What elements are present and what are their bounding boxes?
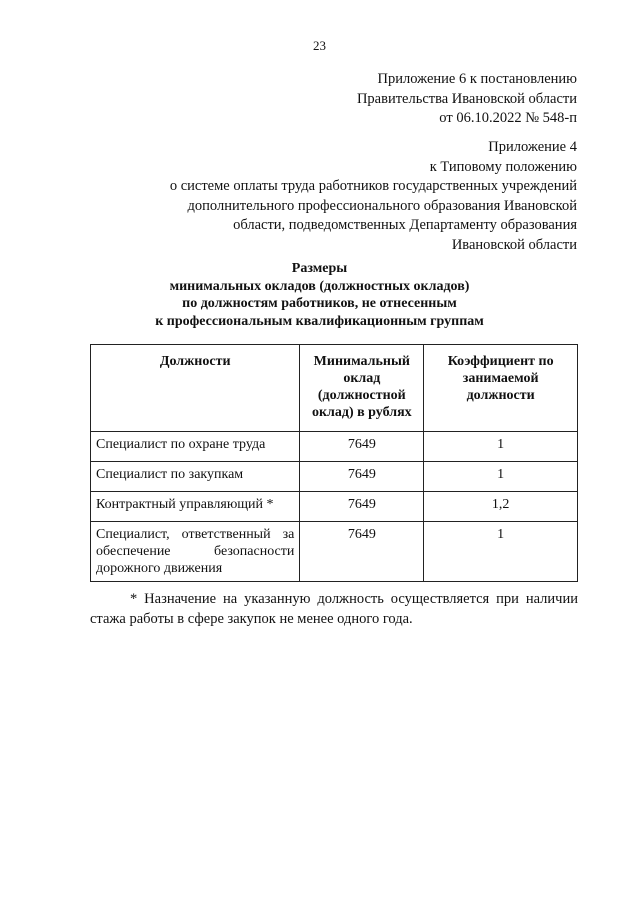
- cell-salary: 7649: [300, 432, 424, 462]
- annex-4-line: о системе оплаты труда работников государственных учреждений: [169, 178, 577, 194]
- annex-4-line: области, подведомственных Департаменту образования: [233, 217, 577, 233]
- annex-6-line: от 06.10.2022 № 548-п: [439, 110, 577, 126]
- annex-6-line: Правительства Ивановской области: [356, 90, 577, 107]
- title-line: минимальных окладов (должностных окладов): [169, 278, 470, 294]
- title-line: по должностям работников, не отнесенным: [182, 296, 457, 311]
- cell-position: Специалист по охране труда: [91, 432, 300, 462]
- cell-coefficient: 1: [424, 432, 578, 462]
- cell-position: Специалист по закупкам: [91, 462, 300, 492]
- table-row: [91, 492, 578, 522]
- annex-4-line: к Типовому положению: [429, 158, 577, 175]
- table-header-row: [91, 345, 578, 432]
- annex-4-reference: [170, 138, 577, 255]
- cell-salary: 7649: [300, 522, 424, 582]
- cell-coefficient: 1: [424, 462, 578, 492]
- cell-coefficient: 1: [424, 522, 578, 582]
- title-line: Размеры: [291, 261, 348, 276]
- cell-coefficient: 1,2: [424, 492, 578, 522]
- header-position: Должности: [91, 345, 300, 432]
- annex-6-line: Приложение 6 к постановлению: [377, 71, 577, 87]
- page-number: 23: [313, 38, 326, 53]
- footnote: * Назначение на указанную должность осуществляется при наличии стажа работы в сфере закупок не менее одного года.: [90, 591, 578, 627]
- salary-table: [90, 344, 578, 582]
- annex-4-line: дополнительного профессионального образования Ивановской: [187, 197, 577, 214]
- document-title: [0, 260, 639, 330]
- cell-position: Контрактный управляющий *: [91, 492, 300, 522]
- annex-4-line: Приложение 4: [488, 139, 577, 155]
- annex-6-reference: [357, 70, 577, 129]
- cell-salary: 7649: [300, 462, 424, 492]
- table-row: [91, 432, 578, 462]
- annex-4-line: Ивановской области: [451, 236, 577, 253]
- title-line: к профессиональным квалификационным группам: [155, 313, 484, 329]
- cell-salary: 7649: [300, 492, 424, 522]
- header-min-salary: Минимальный оклад (должностной оклад) в рублях: [300, 345, 424, 432]
- table-row: [91, 462, 578, 492]
- header-coefficient: Коэффициент по занимаемой должности: [424, 345, 578, 432]
- table-row: [91, 522, 578, 582]
- cell-position: Специалист, ответственный за обеспечение безопасности дорожного движения: [91, 522, 300, 582]
